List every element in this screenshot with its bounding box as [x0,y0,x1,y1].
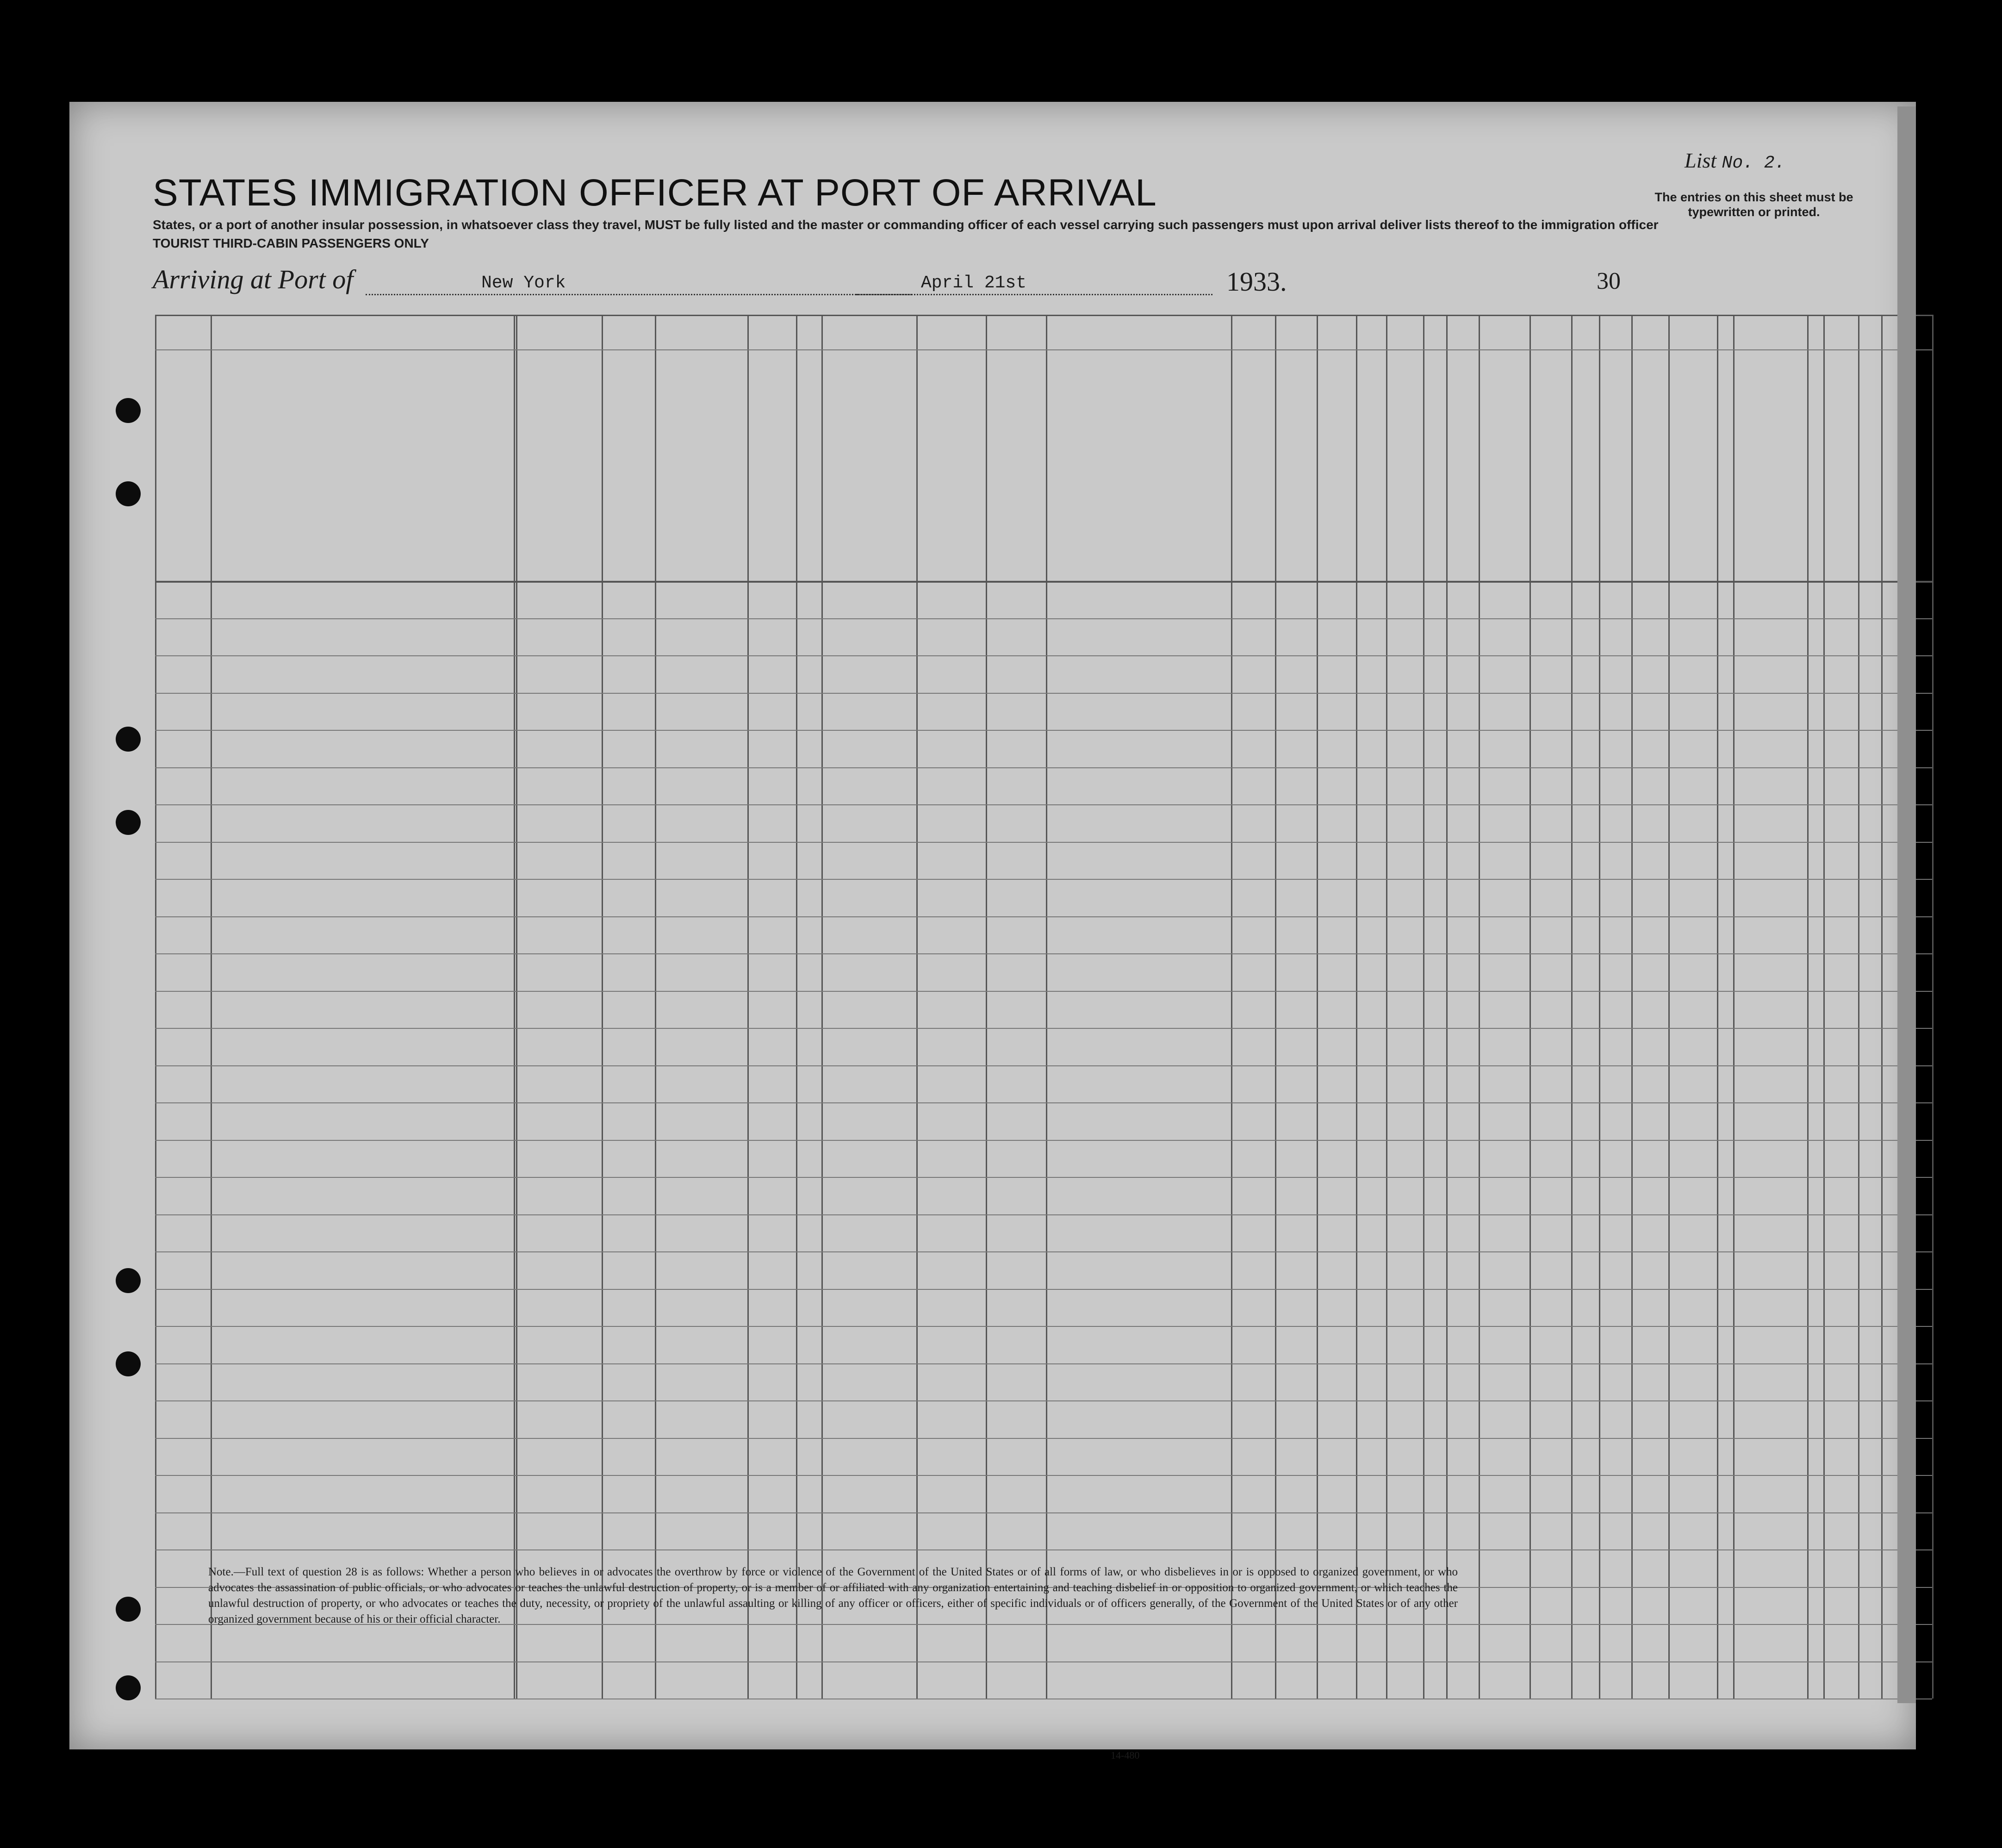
grid-hline-row [155,767,1932,768]
arriving-label: Arriving at Port of [153,264,354,294]
grid-hline-row [155,1549,1932,1550]
page-number: 30 [1597,268,1621,294]
grid-vline [1386,315,1387,1699]
binding-hole [116,727,141,752]
grid-hline-row [155,1065,1932,1066]
binding-hole [116,481,141,506]
binding-hole [116,1597,141,1622]
grid-hline-row [155,991,1932,992]
grid-hline-row [155,1140,1932,1141]
grid-hline-row [155,1326,1932,1327]
grid-vline [1446,315,1448,1699]
grid-vline [516,315,517,1699]
grid-vline [1807,315,1809,1699]
grid-hline-row [155,842,1932,843]
date-underline [856,294,1212,295]
grid-vline [747,315,749,1699]
grid-hline-row [155,953,1932,954]
grid-vline [1668,315,1670,1699]
grid-hline-row [155,1289,1932,1290]
manifest-table [155,315,1951,1703]
grid-vline [1823,315,1825,1699]
class-line: TOURIST THIRD-CABIN PASSENGERS ONLY [153,236,429,250]
grid-hline-row [155,1251,1932,1252]
grid-hline-row [155,693,1932,694]
grid-hline-row [155,1400,1932,1401]
grid-vline [1599,315,1600,1699]
list-number: List No. 2. [1685,149,1785,173]
page-subtitle: States, or a port of another insular possession, in whatsoever class they travel, MUST be fully listed and the master or commanding officer of each vessel carrying such passengers must upon arrival deliver lists thereof to the immigration officer [153,218,1659,232]
grid-hline-row [155,1438,1932,1439]
footnote-question-28: Note.—Full text of question 28 is as follows: Whether a person who believes in or advocates the overthrow by force or violence of the Government of the United States or of all forms of law, or who disbelieves in or is opposed to organized government, or who advocates the assassination of public officials, or who advocates or teaches the unlawful destruction of property, or is a member of or affiliated with any organization entertaining and teaching disbelief in or opposition to organized government, or which teaches the unlawful destruction of property, or who advocates or teaches the duty, necessity, or propriety of the unlawful assaulting or killing of any officer or officers, either of specific individuals or of officers generally, of the Government of the United States or of any other organized government because of his or their official character. [208,1566,1458,1625]
binding-hole [116,1351,141,1376]
grid-hline-row [155,804,1932,805]
grid-vline [1275,315,1276,1699]
grid-vline [1571,315,1573,1699]
grid-hline-row [155,1475,1932,1476]
grid-hline-row [155,1102,1932,1103]
grid-vline [1932,315,1934,1699]
grid-vline [1356,315,1357,1699]
grid-vline [1479,315,1480,1699]
grid-vline [1881,315,1883,1699]
arrival-port: New York [481,273,566,293]
grid-hline-row [155,879,1932,880]
grid-hline-row [155,1512,1932,1513]
adjacent-page-edge [1897,106,1916,1703]
grid-vline [821,315,823,1699]
grid-vline [655,315,656,1699]
grid-vline [514,315,515,1699]
page-title: STATES IMMIGRATION OFFICER AT PORT OF ARRIVAL [153,172,1157,214]
grid-vline [1733,315,1735,1699]
grid-vline [1423,315,1424,1699]
grid-vline [916,315,918,1699]
binding-hole [116,1675,141,1700]
grid-hline-row [155,655,1932,656]
grid-hline-row [155,618,1932,619]
grid-vline [211,315,212,1699]
grid-hline-row [155,1363,1932,1364]
grid-vline [986,315,987,1699]
binding-hole [116,810,141,835]
grid-vline [1717,315,1718,1699]
grid-vline [796,315,797,1699]
grid-vline [1231,315,1232,1699]
grid-hline-row [155,916,1932,917]
grid-vline [1046,315,1047,1699]
grid-vline [155,315,156,1699]
grid-hline-colnums [155,349,1932,350]
binding-hole [116,1268,141,1293]
binding-hole [116,398,141,423]
grid-vline [602,315,603,1699]
grid-hline-row [155,1661,1932,1662]
grid-hline-row [155,1177,1932,1178]
grid-vline [1858,315,1859,1699]
entries-note: The entries on this sheet must be typewritten or printed. [1654,190,1853,219]
grid-hline-row [155,730,1932,731]
port-underline [366,294,912,295]
manifest-sheet [69,102,1916,1761]
arrival-date: April 21st [921,273,1027,293]
grid-vline [1317,315,1318,1699]
grid-hline-header-bottom [155,581,1932,583]
grid-hline-row [155,1214,1932,1215]
grid-vline [1529,315,1531,1699]
grid-vline [1631,315,1633,1699]
form-number: 14-480 [1111,1749,1140,1761]
grid-hline-row [155,1028,1932,1029]
arrival-year: 1933. [1226,267,1287,297]
grid-hline-top [155,315,1932,316]
